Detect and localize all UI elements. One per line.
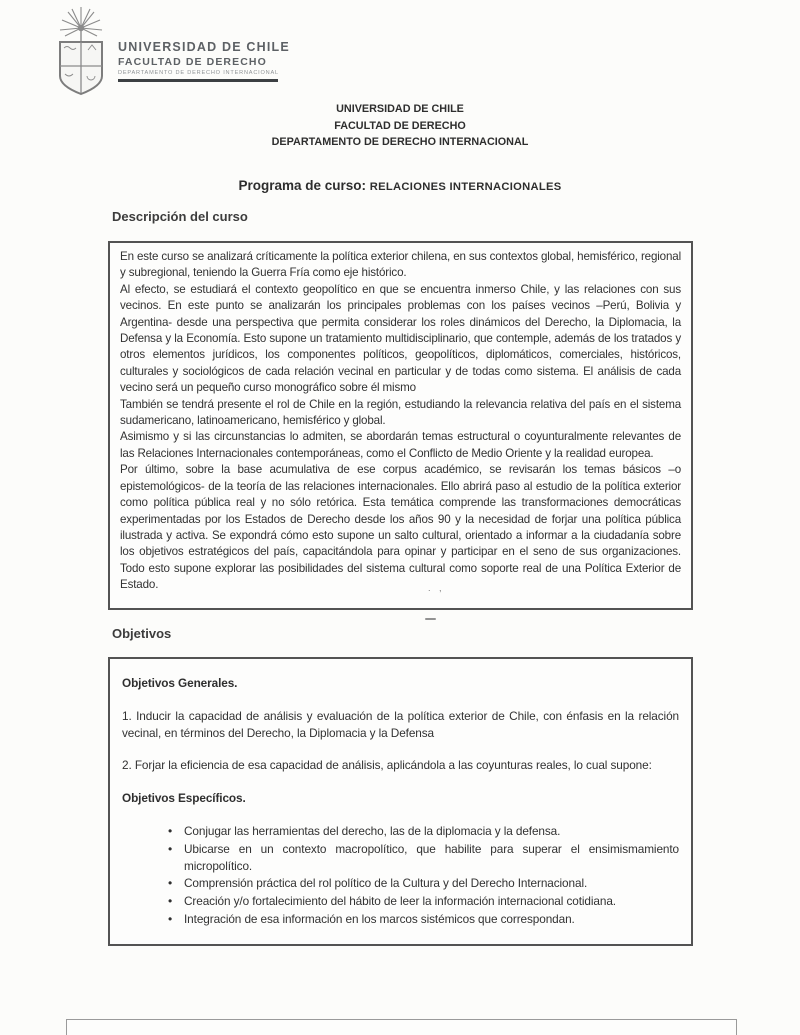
university-shield-icon: [50, 6, 112, 102]
course-title-name: RELACIONES INTERNACIONALES: [369, 181, 562, 193]
specific-objective-item: • Ubicarse en un contexto macropolítico, que habilite para superar el ensimismamiento micropolítico.: [168, 841, 679, 875]
description-paragraph: Al efecto, se estudiará el contexto geopolítico en que se encuentra inmerso Chile, y las relaciones con sus vecinos. En este punto se analizarán los principales problemas con los países vecinos –Perú, Bolivia y Argentina- desde una perspectiva que permita considerar los roles dinámicos del Derecho, la Diplomacia, la Defensa y la Economía. Esto supone un tratamiento multidisciplinario, que contemple, además de los tratados y otros elementos jurídicos, los componentes políticos, geopolíticos, diplomáticos, comerciales, históricos, culturales y sociológicos de cada relación vecinal en particular y de todas como sistema. El análisis de cada vecino será un pequeño curso monográfico sobre él mismo: [120, 282, 681, 395]
scan-artifact: . ,: [428, 583, 445, 593]
university-logo: [50, 6, 290, 102]
objective-general-item: 1. Inducir la capacidad de análisis y evaluación de la política exterior de Chile, con énfasis en la relación vecinal, en términos del Derecho, la Diplomacia y la Defensa: [122, 708, 679, 740]
logo-underline-rule: [118, 79, 278, 82]
logo-faculty-name: FACULTAD DE DERECHO: [118, 56, 267, 68]
specific-objective-item: • Integración de esa información en los marcos sistémicos que correspondan.: [168, 911, 679, 928]
specific-objective-item: • Conjugar las herramientas del derecho, las de la diplomacia y la defensa.: [168, 823, 679, 840]
letterhead-faculty: FACULTAD DE DERECHO: [334, 119, 466, 132]
section-heading-objetivos: Objetivos: [112, 626, 172, 641]
specific-objective-item: • Comprensión práctica del rol político de la Cultura y del Derecho Internacional.: [168, 875, 679, 892]
section-heading-descripcion: Descripción del curso: [112, 209, 248, 224]
logo-text-block: [118, 40, 290, 82]
description-paragraph: En este curso se analizará críticamente la política exterior chilena, en sus contextos global, hemisférico, regional y subregional, teniendo la Guerra Fría como eje histórico.: [120, 250, 681, 280]
logo-department-name: DEPARTAMENTO DE DERECHO INTERNACIONAL: [118, 70, 279, 76]
objective-general-item: 2. Forjar la eficiencia de esa capacidad de análisis, aplicándola a las coyunturas reales, lo cual supone:: [122, 758, 652, 773]
objectives-especificos-title: Objetivos Específicos.: [122, 791, 246, 806]
letterhead: [0, 101, 800, 151]
scan-artifact: [425, 618, 436, 620]
course-title-prefix: Programa de curso:: [238, 178, 370, 193]
letterhead-department: DEPARTAMENTO DE DERECHO INTERNACIONAL: [271, 136, 529, 148]
objectives-box: [108, 657, 693, 946]
objectives-generales-title: Objetivos Generales.: [122, 676, 238, 690]
description-paragraph: También se tendrá presente el rol de Chile en la región, estudiando la relevancia relativa del país en el sistema sudamericano, latinoamericano, hemisférico y global.: [120, 397, 681, 428]
description-paragraph: Asimismo y si las circunstancias lo admiten, se abordarán temas estructural o coyunturalmente relevantes de las Relaciones Internacionales contemporáneas, como el Conflicto de Medio Oriente y la realidad europea.: [120, 430, 681, 460]
description-paragraph: Por último, sobre la base acumulativa de ese corpus académico, se revisarán los temas básicos –o epistemológicos- de la teoría de las relaciones internacionales. Ello abrirá paso al estudio de la política exterior como política pública real y no sólo retórica. Esta temática comprende las transformaciones democráticas experimentadas por los Estados de Derecho desde los años 90 y la necesidad de forjar una política pública ilustrada y activa. Se expondrá cómo esto supone un salto cultural, orientado a informar a la ciudadanía sobre los objetivos estratégicos del país, capacitándola para opinar y participar en el seno de sus organizaciones. Todo esto supone explorar las posibilidades del sistema cultural como soporte real de una Política Exterior de Estado.: [120, 463, 681, 592]
next-section-box-clipped: [66, 1019, 737, 1035]
letterhead-university: UNIVERSIDAD DE CHILE: [336, 103, 464, 115]
logo-university-name: UNIVERSIDAD DE CHILE: [118, 40, 290, 54]
description-box: [108, 241, 693, 610]
specific-objective-item: • Creación y/o fortalecimiento del hábito de leer la información internacional cotidiana.: [168, 893, 679, 910]
course-title: [0, 177, 800, 195]
specific-objectives-list: [122, 823, 679, 928]
